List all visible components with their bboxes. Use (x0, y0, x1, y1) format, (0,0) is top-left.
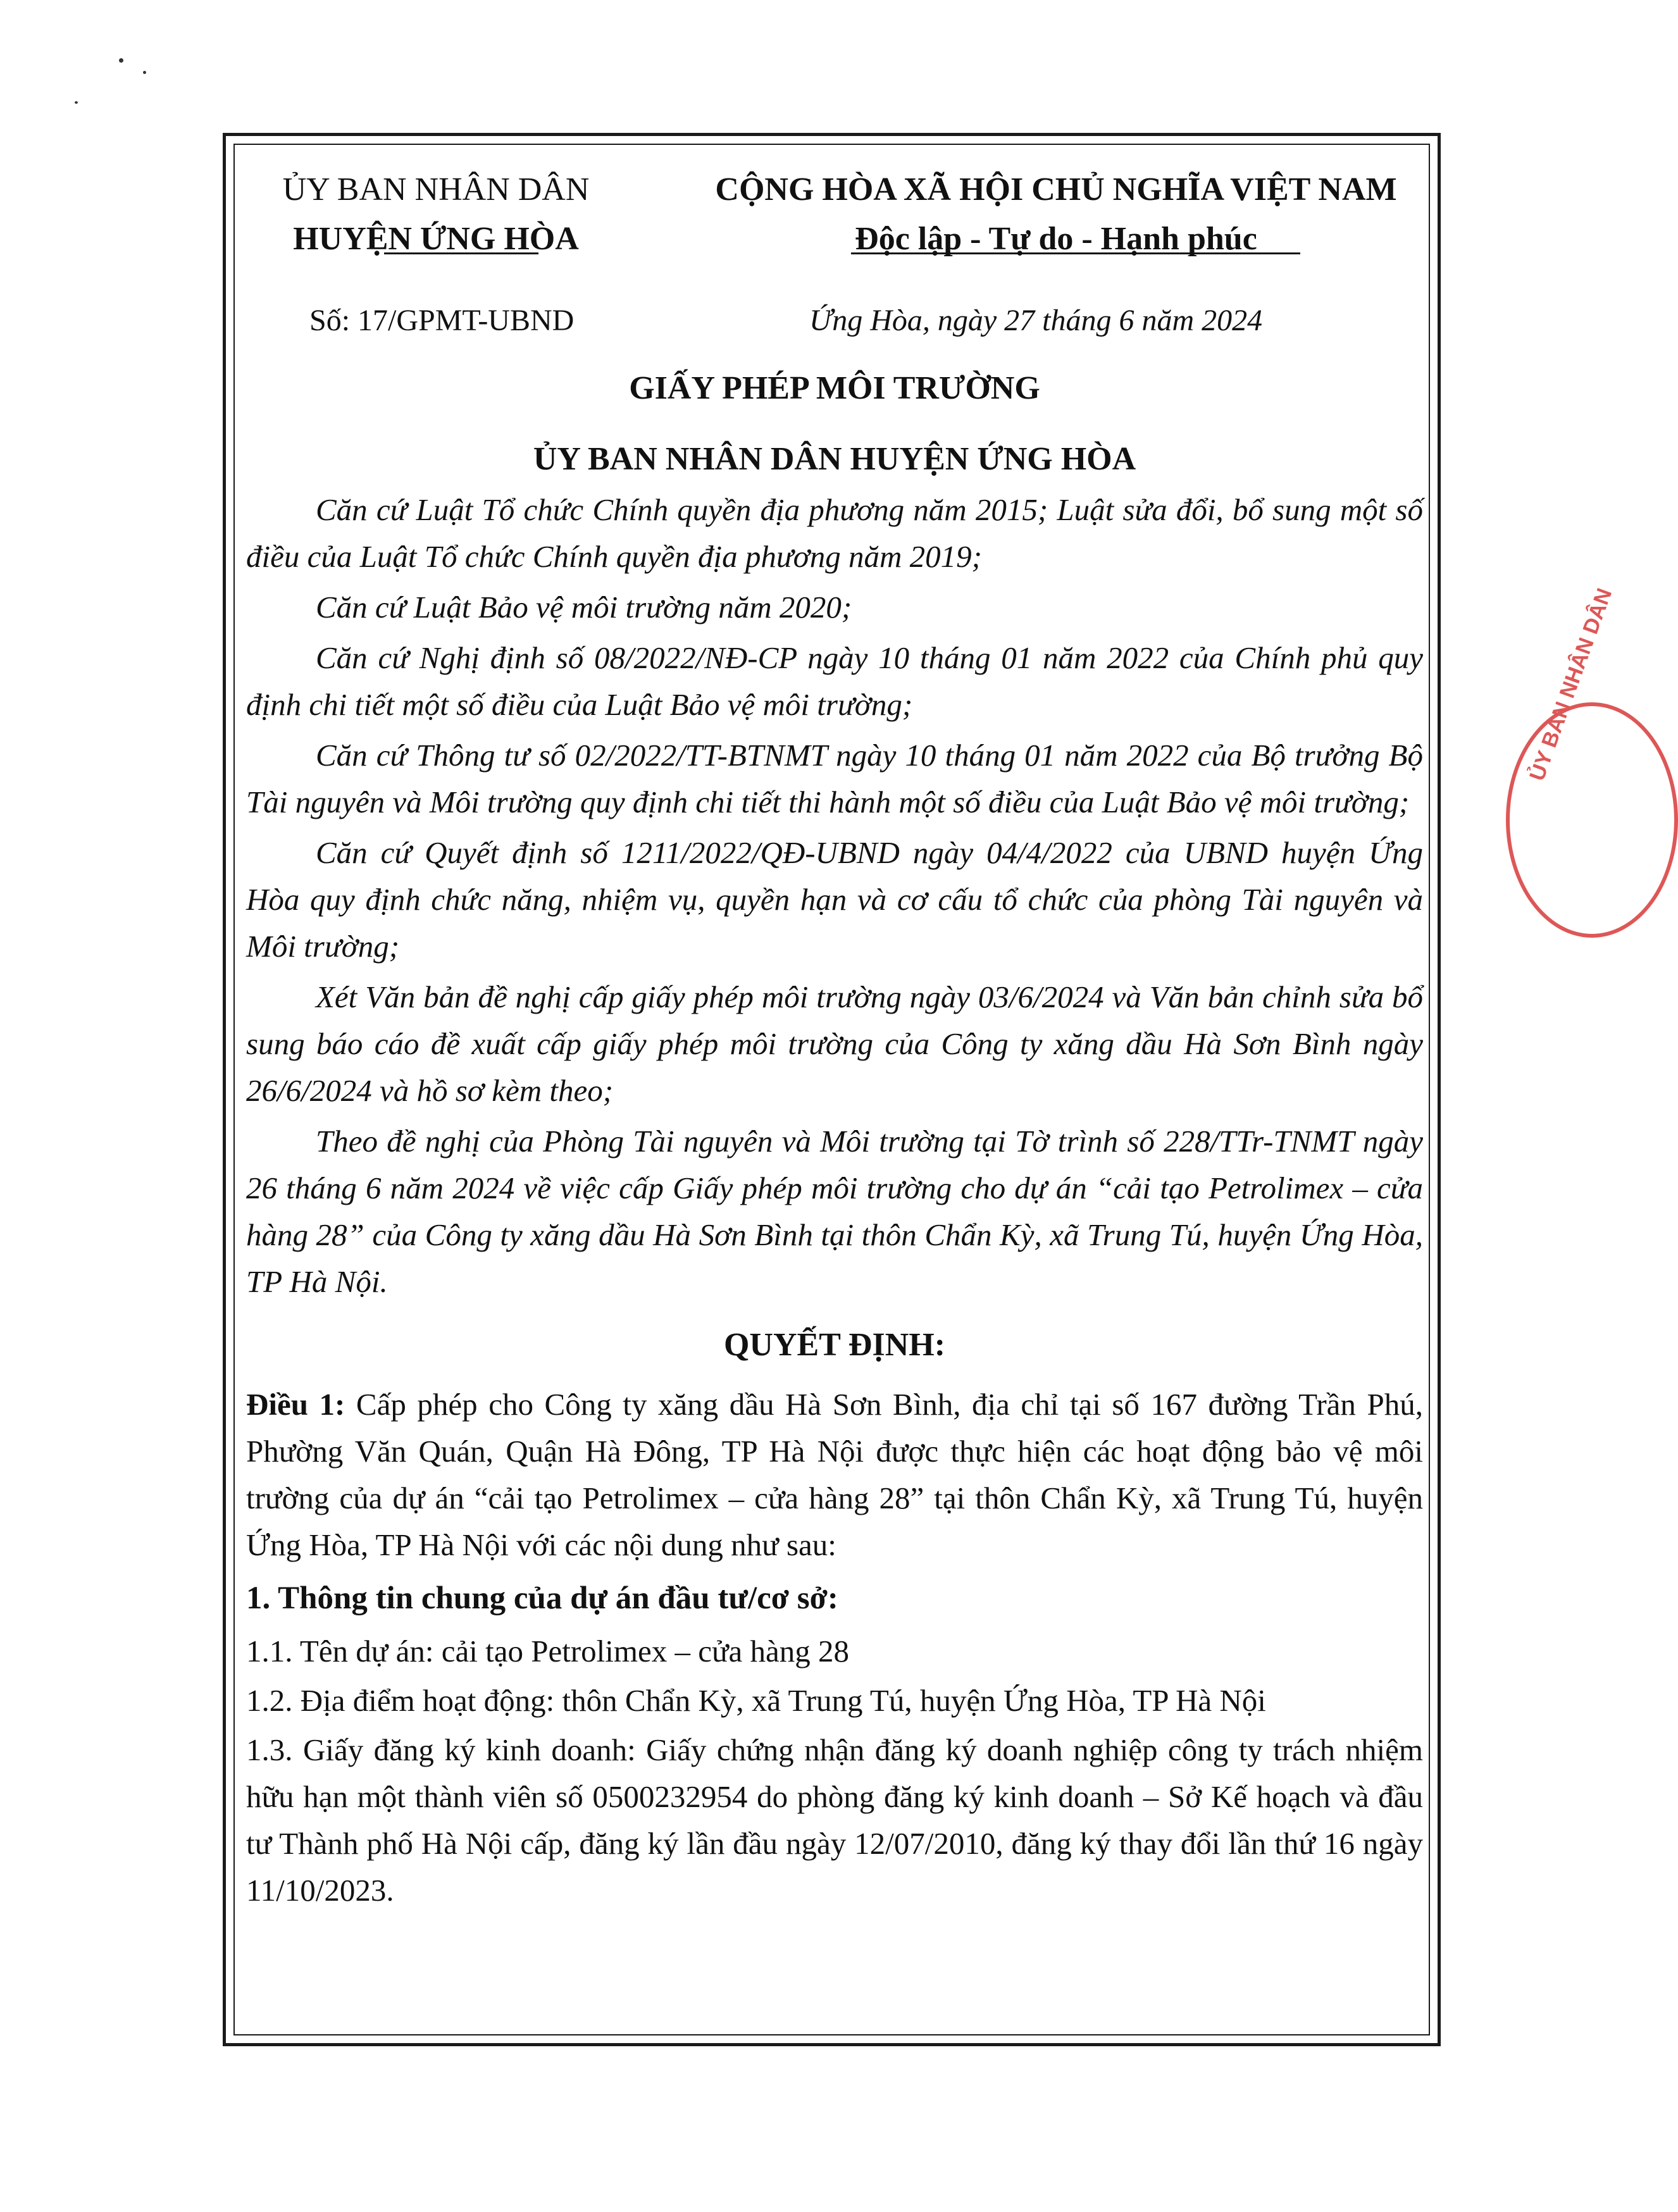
scan-speck (119, 58, 123, 63)
section-1-item: 1.3. Giấy đăng ký kinh doanh: Giấy chứng nhận đăng ký doanh nghiệp công ty trách nhiệm hữu hạn một thành viên số 0500232954 do phòng đăng ký kinh doanh – Sở Kế hoạch và đầu tư Thành phố Hà Nội cấp, đăng ký lần đầu ngày 12/07/2010, đăng ký thay đổi lần thứ 16 ngày 11/10/2023. (246, 1732, 1423, 1908)
issuer-line1: ỦY BAN NHÂN DÂN (282, 171, 590, 208)
document-border (223, 133, 1441, 2046)
preamble (246, 487, 1423, 1305)
section-1-item: 1.2. Địa điểm hoạt động: thôn Chẩn Kỳ, xã Trung Tú, huyện Ứng Hòa, TP Hà Nội (246, 1683, 1266, 1718)
document-number: Số: 17/GPMT-UBND (309, 304, 575, 337)
article-1 (246, 1381, 1423, 1569)
national-motto-block (683, 165, 1429, 264)
document-date: Ứng Hòa, ngày 27 tháng 6 năm 2024 (809, 304, 1263, 337)
document-inner-border (233, 144, 1430, 2035)
document-header (246, 145, 1423, 278)
section-1-item: 1.1. Tên dự án: cải tạo Petrolimex – cửa hàng 28 (246, 1634, 850, 1668)
issuer-line2: HUYỆN ỨNG HÒA (293, 221, 579, 257)
national-title: CỘNG HÒA XÃ HỘI CHỦ NGHĨA VIỆT NAM (715, 171, 1397, 208)
issuing-agency: ỦY BAN NHÂN DÂN HUYỆN ỨNG HÒA (533, 441, 1136, 477)
preamble-paragraph: Theo đề nghị của Phòng Tài nguyên và Môi trường tại Tờ trình số 228/TTr-TNMT ngày 26 tháng 6 năm 2024 về việc cấp Giấy phép môi trường cho dự án “cải tạo Petrolimex – cửa hàng 28” của Công ty xăng dầu Hà Sơn Bình tại thôn Chẩn Kỳ, xã Trung Tú, huyện Ứng Hòa, TP Hà Nội. (246, 1124, 1423, 1299)
red-seal-stamp (1506, 585, 1678, 938)
document-body (246, 145, 1423, 1917)
article-1-label: Điều 1: (246, 1387, 345, 1422)
preamble-paragraph: Xét Văn bản đề nghị cấp giấy phép môi trường ngày 03/6/2024 và Văn bản chỉnh sửa bổ sung báo cáo đề xuất cấp giấy phép môi trường của Công ty xăng dầu Hà Sơn Bình ngày 26/6/2024 và hồ sơ kèm theo; (246, 979, 1423, 1108)
reference-line (246, 278, 1423, 347)
scan-speck (143, 71, 146, 74)
document-title: GIẤY PHÉP MÔI TRƯỜNG (629, 370, 1040, 406)
preamble-paragraph: Căn cứ Luật Tổ chức Chính quyền địa phương năm 2015; Luật sửa đổi, bổ sung một số điều của Luật Tổ chức Chính quyền địa phương năm 2019; (246, 492, 1423, 574)
motto-underline (851, 252, 1300, 254)
decision-heading: QUYẾT ĐỊNH: (723, 1327, 946, 1363)
article-1-text: Cấp phép cho Công ty xăng dầu Hà Sơn Bình, địa chỉ tại số 167 đường Trần Phú, Phường Văn Quán, Quận Hà Đông, TP Hà Nội được thực hiện các hoạt động bảo vệ môi trường của dự án “cải tạo Petrolimex – cửa hàng 28” tại thôn Chẩn Kỳ, xã Trung Tú, huyện Ứng Hòa, TP Hà Nội với các nội dung như sau: (246, 1387, 1423, 1562)
national-motto: Độc lập - Tự do - Hạnh phúc (855, 221, 1257, 257)
seal-text: ỦY BAN NHÂN DÂN (1525, 585, 1617, 784)
preamble-paragraph: Căn cứ Luật Bảo vệ môi trường năm 2020; (316, 590, 852, 624)
preamble-paragraph: Căn cứ Thông tư số 02/2022/TT-BTNMT ngày 10 tháng 01 năm 2022 của Bộ trưởng Bộ Tài nguyên và Môi trường quy định chi tiết thi hành một số điều của Luật Bảo vệ môi trường; (246, 738, 1423, 819)
issuer-block (246, 165, 626, 264)
scan-speck (75, 101, 78, 104)
issuer-underline (384, 252, 538, 254)
preamble-paragraph: Căn cứ Quyết định số 1211/2022/QĐ-UBND ngày 04/4/2022 của UBND huyện Ứng Hòa quy định chức năng, nhiệm vụ, quyền hạn và cơ cấu tổ chức của phòng Tài nguyên và Môi trường; (246, 835, 1423, 964)
preamble-paragraph: Căn cứ Nghị định số 08/2022/NĐ-CP ngày 10 tháng 01 năm 2022 của Chính phủ quy định chi tiết một số điều của Luật Bảo vệ môi trường; (246, 640, 1423, 722)
section-1-heading: 1. Thông tin chung của dự án đầu tư/cơ sở: (246, 1581, 838, 1616)
